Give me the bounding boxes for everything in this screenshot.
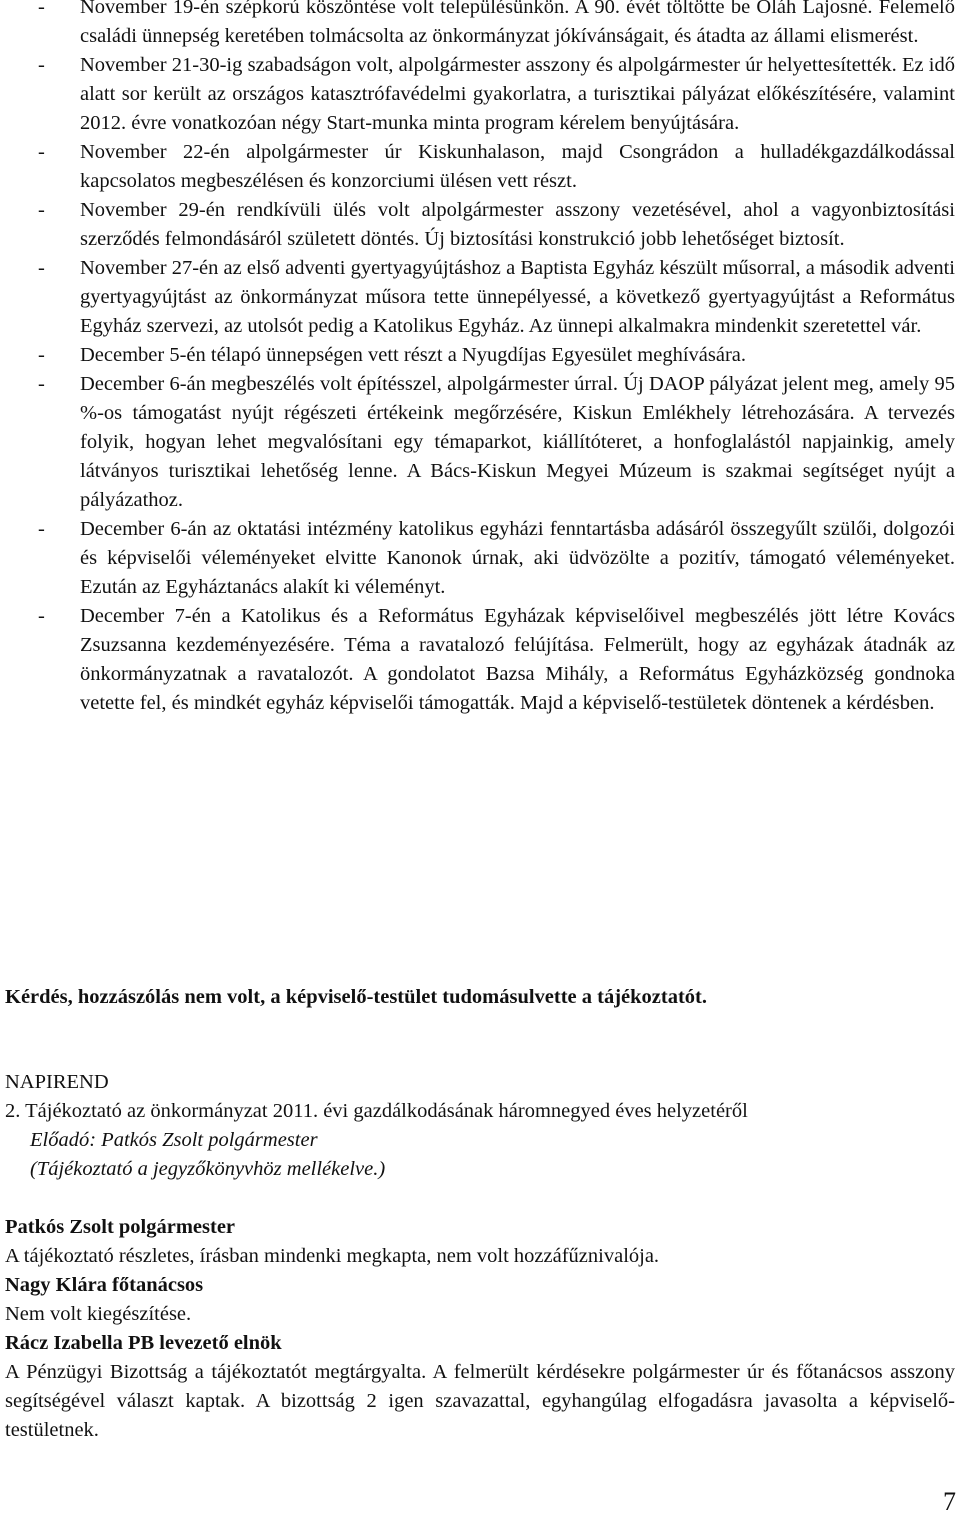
agenda-presenter: Előadó: Patkós Zsolt polgármester xyxy=(30,1129,318,1151)
speaker-name: Rácz Izabella PB levezető elnök xyxy=(5,1332,282,1354)
list-item xyxy=(10,138,955,196)
bullet-dash: - xyxy=(38,344,45,366)
list-item xyxy=(10,0,955,51)
bullet-text: December 7-én a Katolikus és a Református Egyházak képviselőivel megbeszélés jött létre Kovács Zsuzsanna kezdeményezésére. Téma a ravatalozó felújítása. Felmerült, hogy az egyházak átadnák az önkormányzatnak a ravatalozót. A gondolatot Bazsa Mihály, a Református Egyházközség gondnoka vetette fel, és mindkét egyház képviselői támogatták. Majd a képviselő-testületek döntenek a kérdésben. xyxy=(80,605,955,714)
bullet-text: December 5-én télapó ünnepségen vett részt a Nyugdíjas Egyesület meghívására. xyxy=(80,344,746,366)
conclusion-statement: Kérdés, hozzászólás nem volt, a képviselő-testület tudomásulvette a tájékoztatót. xyxy=(5,986,708,1008)
bullet-text: December 6-án az oktatási intézmény katolikus egyházi fenntartásba adásáról összegyűlt szülői, dolgozói és képviselői véleményeket elvitte Kanonok úrnak, aki üdvözölte a pozitív, támogató véleményeket. Ezután az Egyháztanács alakít ki véleményt. xyxy=(80,518,955,598)
bullet-dash: - xyxy=(38,257,45,279)
agenda-section xyxy=(5,1068,955,1184)
bullet-text: November 27-én az első adventi gyertyagyújtáshoz a Baptista Egyház készült műsorral, a második adventi gyertyagyújtást az önkormányzat műsora tette ünnepélyessé, a következő gyertyagyújtást a Református Egyház szervezi, az utolsót pedig a Katolikus Egyház. Az ünnepi alkalmakra mindenkit szeretettel vár. xyxy=(80,257,955,337)
bullet-text: November 29-én rendkívüli ülés volt alpolgármester asszony vezetésével, ahol a vagyonbiztosítási szerződés felmondásáról született döntés. Új biztosítási konstrukció jobb lehetőséget biztosít. xyxy=(80,199,955,250)
list-item xyxy=(10,196,955,254)
list-item xyxy=(10,341,955,370)
agenda-attachment: (Tájékoztató a jegyzőkönyvhöz mellékelve.) xyxy=(30,1158,386,1180)
bullet-dash: - xyxy=(38,199,45,221)
bullet-text: November 22-én alpolgármester úr Kiskunhalason, majd Csongrádon a hulladékgazdálkodással kapcsolatos megbeszélésen és konzorciumi ülésen vett részt. xyxy=(80,141,955,192)
agenda-heading: NAPIREND xyxy=(5,1071,109,1093)
bullet-dash: - xyxy=(38,605,45,627)
list-item xyxy=(10,602,955,718)
agenda-item: 2. Tájékoztató az önkormányzat 2011. évi gazdálkodásának háromnegyed éves helyzetéről xyxy=(5,1100,748,1122)
bullet-dash: - xyxy=(38,54,45,76)
page-number: 7 xyxy=(943,1487,956,1516)
bullet-dash: - xyxy=(38,518,45,540)
bullet-text: November 21-30-ig szabadságon volt, alpolgármester asszony és alpolgármester úr helyettesítették. Ez idő alatt sor került az országos katasztrófavédelmi gyakorlatra, a turisztikai pályázat előkészítésére, valamint 2012. évre vonatkozóan négy Start-munka minta program kérelem benyújtására. xyxy=(80,54,955,134)
list-item xyxy=(10,370,955,515)
bullet-text: December 6-án megbeszélés volt építésszel, alpolgármester úrral. Új DAOP pályázat jelent meg, amely 95 %-os támogatást nyújt régészeti értékeink megőrzésére, Kiskun Emlékhely létrehozására. A tervezés folyik, hogyan lehet megvalósítani egy témaparkot, kiállítóteret, a honfoglalástól napjainkig, amely látványos turisztikai lehetőség lenne. A Bács-Kiskun Megyei Múzeum is szakmai segítséget nyújt a pályázathoz. xyxy=(80,373,955,511)
report-bullet-list xyxy=(10,0,955,718)
bullet-dash: - xyxy=(38,373,45,395)
speaker-statement: A Pénzügyi Bizottság a tájékoztatót megtárgyalta. A felmerült kérdésekre polgármester úr és főtanácsos asszony segítségével választ kaptak. A bizottság 2 igen szavazattal, egyhangúlag elfogadásra javasolta a képviselő-testületnek. xyxy=(5,1361,955,1441)
speakers-section xyxy=(5,1213,955,1445)
speaker-statement: Nem volt kiegészítése. xyxy=(5,1303,192,1325)
speaker-name: Nagy Klára főtanácsos xyxy=(5,1274,204,1296)
bullet-dash: - xyxy=(38,141,45,163)
bullet-text: November 19-én szépkorú köszöntése volt településünkön. A 90. évét töltötte be Oláh Lajosné. Felemelő családi ünnepség keretében tolmácsolta az önkormányzat jókívánságait, és átadta az állami elismerést. xyxy=(80,0,955,47)
list-item xyxy=(10,515,955,602)
bullet-dash: - xyxy=(38,0,45,18)
speaker-statement: A tájékoztató részletes, írásban mindenki megkapta, nem volt hozzáfűznivalója. xyxy=(5,1245,660,1267)
speaker-name: Patkós Zsolt polgármester xyxy=(5,1216,236,1238)
list-item xyxy=(10,254,955,341)
list-item xyxy=(10,51,955,138)
